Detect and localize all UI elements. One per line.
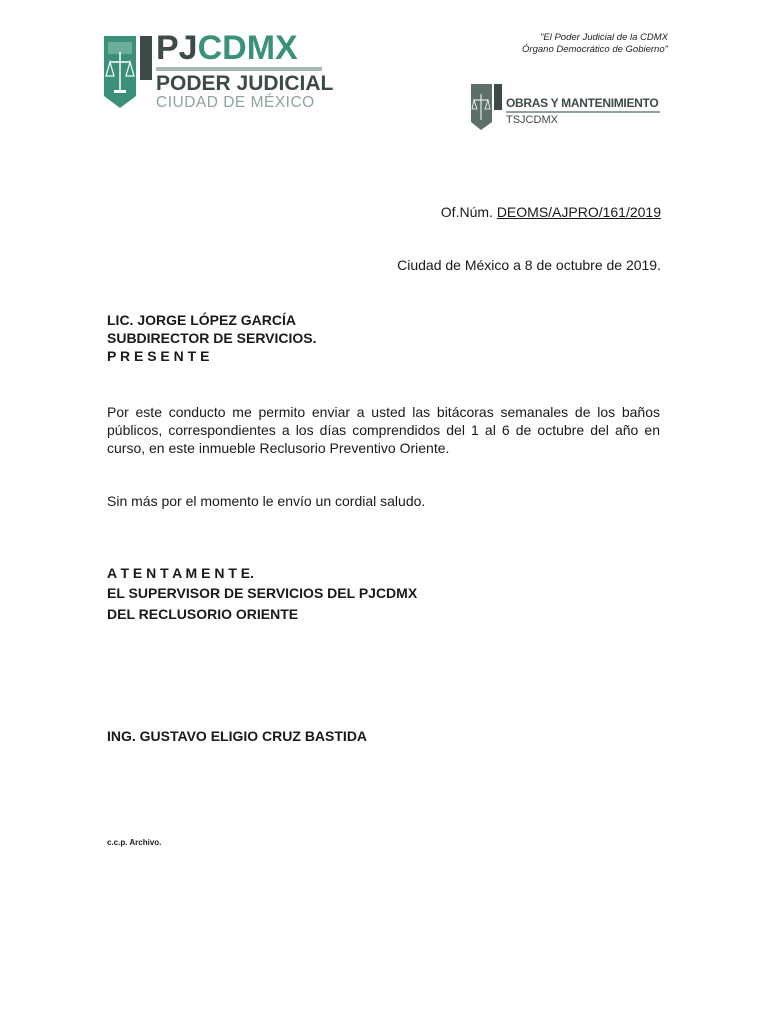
- obras-logo-divider: [506, 111, 660, 113]
- recipient-title: SUBDIRECTOR DE SERVICIOS.: [107, 330, 317, 346]
- signer-name: ING. GUSTAVO ELIGIO CRUZ BASTIDA: [107, 728, 368, 744]
- header-motto: [522, 32, 668, 56]
- reference-label: Of.Núm.: [440, 204, 493, 220]
- motto-line-2: Órgano Democrático de Gobierno": [522, 44, 668, 55]
- logo-title-pj: PJ: [156, 29, 198, 67]
- motto-line-1: "El Poder Judicial de la CDMX: [540, 32, 668, 43]
- logo-city: CIUDAD DE MÉXICO: [156, 94, 315, 111]
- pjcdmx-emblem-icon: [102, 32, 154, 112]
- signature-role-line-1: EL SUPERVISOR DE SERVICIOS DEL PJCDMX: [107, 585, 418, 601]
- pjcdmx-logo: [102, 30, 332, 112]
- logo-title-cdmx: CDMX: [197, 29, 298, 67]
- reference-number: DEOMS/AJPRO/161/2019: [496, 204, 661, 220]
- logo-divider: [156, 67, 322, 71]
- closing-line: Sin más por el momento le envío un cordial saludo.: [107, 493, 426, 509]
- signature-atentamente: A T E N T A M E N T E.: [107, 565, 254, 581]
- obras-logo-subtitle: TSJCDMX: [506, 114, 558, 126]
- obras-mantenimiento-logo: [470, 82, 665, 134]
- ccp-note: c.c.p. Archivo.: [107, 838, 162, 847]
- reference-line: [441, 203, 661, 221]
- logo-title: [156, 30, 298, 66]
- recipient-presente: P R E S E N T E: [107, 348, 210, 364]
- date-line: Ciudad de México a 8 de octubre de 2019.: [397, 257, 661, 273]
- logo-subtitle: PODER JUDICIAL: [156, 72, 334, 95]
- signature-role-line-2: DEL RECLUSORIO ORIENTE: [107, 606, 299, 622]
- obras-logo-title: OBRAS Y MANTENIMIENTO: [506, 96, 659, 110]
- body-paragraph: Por este conducto me permito enviar a usted las bitácoras semanales de los baños públicos, correspondientes a los días comprendidos del 1 al 6 de octubre del año en curso, en este inmueble Reclusorio Preventivo Oriente.: [107, 404, 660, 456]
- obras-emblem-icon: [470, 82, 504, 132]
- recipient-name: LIC. JORGE LÓPEZ GARCÍA: [107, 312, 297, 328]
